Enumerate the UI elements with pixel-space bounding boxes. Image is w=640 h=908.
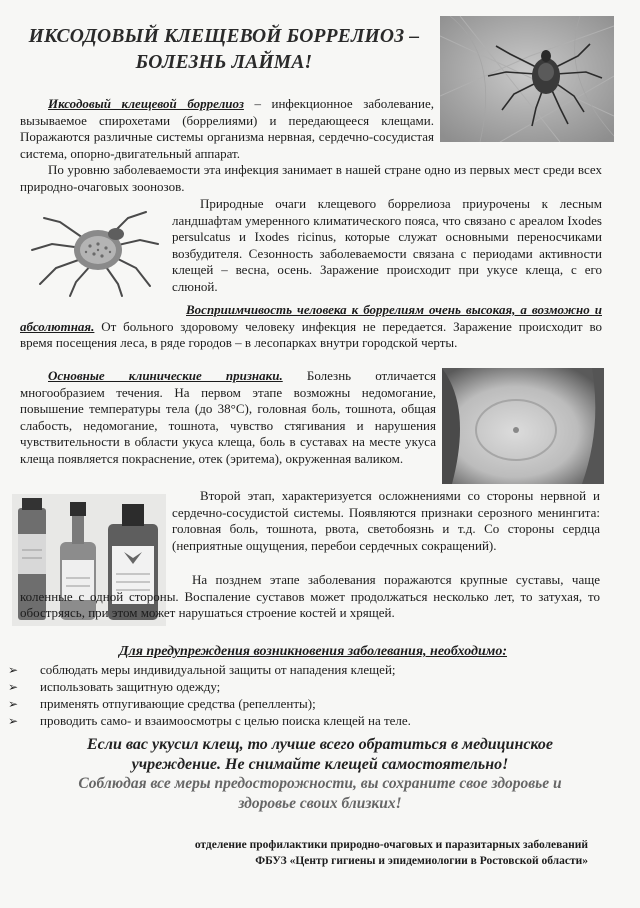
- habitat-text: Природные очаги клещевого боррелиоза приурочены к лесным ландшафтам умеренного климатического пояса, что связано с ареалом Ixodes persulcatus и Ixodes ricinus, которые служат основными переносчиками возбудителя. Сезонность заболеваемости связана с периодами активности клещей – весна, осень. Заражение происходит при укусе клеща, с его слюной.: [172, 196, 602, 294]
- warning-callout: [40, 735, 600, 775]
- clinical-paragraph: [20, 368, 436, 468]
- footer-organization: [100, 838, 588, 869]
- erythema-skin-photo: [442, 368, 604, 484]
- susceptibility-heading: Восприимчивость человека к боррелиям очень высокая, а возможно и абсолютная.: [20, 302, 602, 334]
- clinical-text: Болезнь отличается многообразием течения. На первом этапе возможны недомогание, повышение температуры тела (до 38°С), головная боль, тошнота, общая слабость, недомогание, тошнота, чувство стягивания и нарушения чувствительности в области укуса клеща, боль в суставах на месте укуса клеща появляется покраснение, отек (эритема), окруженная валиком.: [20, 368, 436, 466]
- page-title: [14, 24, 434, 76]
- prevention-list: [8, 662, 608, 730]
- advice-line-2: здоровье своих близких!: [238, 794, 402, 812]
- intro-paragraph: [20, 96, 434, 162]
- footer-line-2: ФБУЗ «Центр гигиены и эпидемиологии в Ростовской области»: [255, 854, 588, 867]
- intro-text: – инфекционное заболевание, вызываемое спирохетами (боррелиями) и передающееся клещами. Поражаются различные системы организма нервная, сердечно-сосудистая система, опорно-двигательный аппарат.: [20, 96, 434, 161]
- stage-3-text: На позднем этапе заболевания поражаются крупные суставы, чаще коленные с одной стороны. Воспаление суставов может продолжаться несколько лет, то затухая, то обостряясь, при этом может нарушаться строение костей и хрящей.: [20, 572, 600, 621]
- checkmark-arrow-icon: ➢: [8, 663, 19, 677]
- list-item-text: соблюдать меры индивидуальной защиты от нападения клещей;: [40, 662, 396, 677]
- intro-term: Иксодовый клещевой боррелиоз: [48, 96, 244, 111]
- list-item: [8, 679, 608, 696]
- habitat-paragraph: [172, 196, 602, 296]
- checkmark-arrow-icon: ➢: [8, 679, 19, 694]
- warning-line-1: Если вас укусил клещ, то лучше всего обратиться в медицинское: [86, 736, 554, 753]
- list-item-text: применять отпугивающие средства (репелленты);: [40, 695, 316, 711]
- incidence-paragraph: [20, 162, 602, 195]
- advice-line-1: Соблюдая все меры предосторожности, вы сохраните свое здоровье и: [78, 775, 562, 792]
- incidence-text: По уровню заболеваемости эта инфекция занимает в нашей стране одно из первых мест среди всех природно-очаговых зоонозов.: [20, 162, 602, 194]
- stage-2-text: Второй этап, характеризуется осложнениями со стороны нервной и сердечно-сосудистой системы. Появляются признаки серозного менингита: головная боль, тошнота, рвота, светобоязнь и т.д. Со стороны сердца (неприятные ощущения, перебои сердечных сокращений).: [172, 488, 600, 553]
- prevention-heading: [20, 643, 606, 660]
- checkmark-arrow-icon: ➢: [8, 713, 19, 728]
- list-item-text: использовать защитную одежду;: [40, 678, 221, 694]
- warning-line-2: учреждение. Не снимайте клещей самостоятельно!: [131, 756, 509, 773]
- susceptibility-paragraph: [20, 302, 602, 352]
- title-line-1: ИКСОДОВЫЙ КЛЕЩЕВОЙ БОРРЕЛИОЗ –: [28, 26, 420, 47]
- clinical-heading: Основные клинические признаки.: [48, 368, 283, 383]
- susceptibility-text: От больного здоровому человеку инфекция не передается. Заражение происходит во время посещения леса, в ряде городов – в лесопарках внутри городской черты.: [20, 318, 602, 351]
- title-line-2: БОЛЕЗНЬ ЛАЙМА!: [135, 52, 313, 73]
- checkmark-arrow-icon: ➢: [8, 696, 19, 711]
- footer-line-1: отделение профилактики природно-очаговых и паразитарных заболеваний: [194, 839, 588, 851]
- list-item-text: проводить само- и взаимоосмотры с целью поиска клещей на теле.: [40, 712, 411, 728]
- list-item: [8, 662, 608, 679]
- advice-callout: [34, 774, 606, 813]
- stage-3-paragraph: [20, 572, 600, 622]
- list-item: [8, 696, 608, 713]
- prevention-heading-text: Для предупреждения возникновения заболевания, необходимо:: [118, 644, 508, 659]
- stage-2-paragraph: [172, 488, 600, 554]
- tick-closeup-photo: [26, 196, 162, 298]
- tick-on-leaf-photo: [440, 16, 614, 142]
- list-item: [8, 713, 608, 730]
